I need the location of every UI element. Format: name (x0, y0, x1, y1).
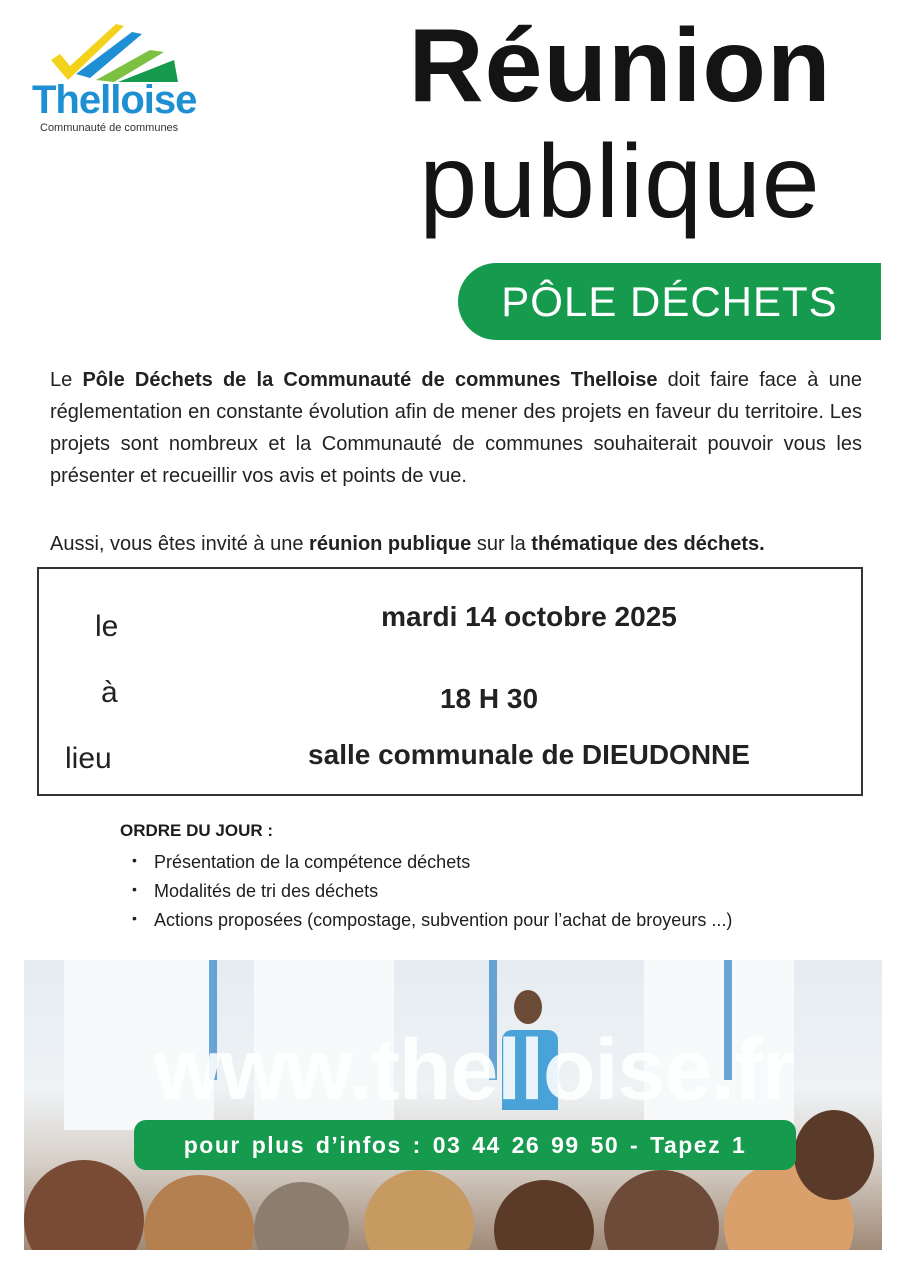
event-time: 18 H 30 (439, 683, 539, 714)
agenda-item: • Modalités de tri des déchets (132, 877, 880, 906)
date-label: le (95, 610, 119, 643)
speaker-head (514, 990, 542, 1024)
audience-head (604, 1170, 719, 1250)
audience-head (364, 1170, 474, 1250)
audience-head (254, 1182, 349, 1250)
meeting-photo-banner (24, 960, 882, 1250)
logo-name: Thelloise (32, 78, 197, 122)
event-place: salle communale de DIEUDONNE (308, 739, 750, 770)
info-phone-bar: pour plus d’infos : 03 44 26 99 50 - Tapez 1 (134, 1120, 796, 1170)
website-url: www.thelloise.fr (153, 1022, 795, 1118)
agenda-item: • Présentation de la compétence déchets (132, 848, 880, 877)
invite-mid: sur la (471, 533, 532, 555)
invite-bold-2: thématique des déchets. (531, 533, 765, 555)
audience-head (794, 1110, 874, 1200)
logo-subtitle: Communauté de communes (40, 122, 179, 134)
agenda-list (120, 848, 880, 935)
invite-line (50, 528, 870, 560)
pole-dechets-banner: PÔLE DÉCHETS (458, 263, 881, 340)
invite-start: Aussi, vous êtes invité à une (50, 533, 310, 555)
invite-bold-1: réunion publique (309, 533, 472, 555)
logo-mark-icon (46, 22, 186, 84)
audience-head (144, 1175, 254, 1250)
audience-head (24, 1160, 144, 1250)
thelloise-logo (28, 22, 198, 137)
event-date: mardi 14 octobre 2025 (381, 601, 677, 632)
event-details-box (37, 567, 863, 796)
agenda (120, 820, 880, 935)
intro-paragraph (50, 364, 862, 492)
audience-head (494, 1180, 594, 1250)
place-label: lieu (65, 742, 112, 775)
title-line2: publique (419, 124, 821, 240)
intro-start: Le (50, 369, 83, 391)
intro-bold: Pôle Déchets de la Communauté de communes Thelloise (82, 369, 658, 391)
title-line1: Réunion (408, 8, 832, 124)
page-title (360, 8, 880, 240)
time-label: à (101, 676, 118, 709)
agenda-title: ORDRE DU JOUR : (120, 821, 274, 840)
agenda-item: • Actions proposées (compostage, subvention pour l’achat de broyeurs ...) (132, 906, 880, 935)
intro-rest: doit faire face à une réglementation en constante évolution afin de mener des projets en faveur du territoire. Les projets sont nombreux et la Communauté de communes souhaiterait pouvoir vous les présenter et recueillir vos avis et points de vue. (50, 369, 862, 487)
